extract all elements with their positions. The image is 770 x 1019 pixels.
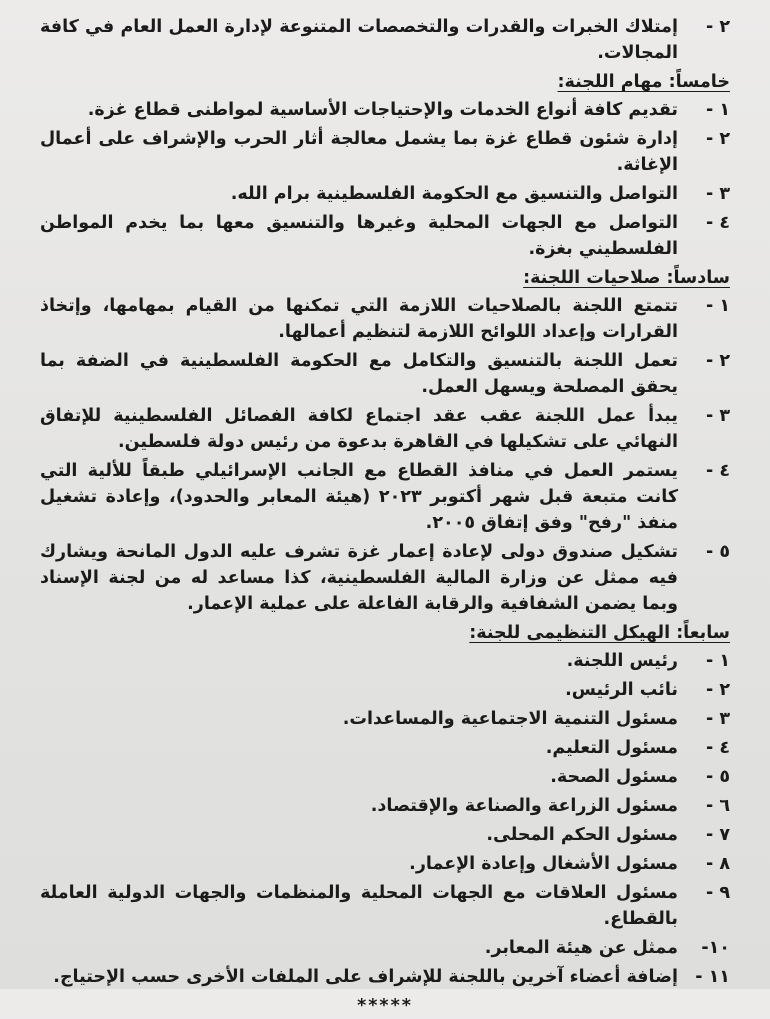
list-item — [40, 764, 730, 790]
list-item — [40, 97, 730, 123]
list-item — [40, 677, 730, 703]
item-text: إدارة شئون قطاع غزة بما يشمل معالجة أثار الحرب والإشراف على أعمال الإغاثة. — [40, 129, 678, 175]
item-number: ٤ - — [705, 461, 730, 481]
item-text: إضافة أعضاء آخرين باللجنة للإشراف على الملفات الأخرى حسب الإحتياج. — [53, 967, 678, 987]
item-text: مسئول التعليم. — [545, 738, 678, 758]
item-number: ٩ - — [705, 883, 730, 903]
list-item — [40, 964, 730, 990]
section-heading-powers: سادساً: صلاحيات اللجنة: — [523, 268, 730, 288]
item-number: ٦ - — [705, 796, 730, 816]
item-text: إمتلاك الخبرات والقدرات والتخصصات المتنوعة لإدارة العمل العام في كافة المجالات. — [40, 17, 678, 63]
list-item — [40, 706, 730, 732]
item-number: ٤ - — [705, 213, 730, 233]
end-marker: ***** — [357, 996, 413, 1016]
item-text: يبدأ عمل اللجنة عقب عقد اجتماع لكافة الفصائل الفلسطينية للإتفاق النهائي على تشكيلها في القاهرة بدعوة من رئيس دولة فلسطين. — [40, 406, 678, 452]
list-item — [40, 822, 730, 848]
item-text: مسئول العلاقات مع الجهات المحلية والمنظمات والجهات الدولية العاملة بالقطاع. — [40, 883, 678, 929]
item-number: ٨ - — [705, 854, 730, 874]
list-item — [40, 181, 730, 207]
item-number: ٣ - — [705, 184, 730, 204]
item-text: نائب الرئيس. — [565, 680, 678, 700]
item-text: مسئول الأشغال وإعادة الإعمار. — [409, 854, 678, 874]
item-text: يستمر العمل في منافذ القطاع مع الجانب الإسرائيلي طبقاً للألية التي كانت متبعة قبل شهر أكتوبر ٢٠٢٣ (هيئة المعابر والحدود)، وإعادة تشغيل منفذ "رفح" وفق إتفاق ٢٠٠٥. — [40, 461, 678, 533]
list-item — [40, 935, 730, 961]
list-item — [40, 126, 730, 178]
item-number: ٢ - — [705, 351, 730, 371]
item-number: ١٠- — [701, 938, 730, 958]
item-text: مسئول الصحة. — [550, 767, 678, 787]
list-item — [40, 539, 730, 617]
item-number: ٣ - — [705, 709, 730, 729]
item-text: تتمتع اللجنة بالصلاحيات اللازمة التي تمكنها من القيام بمهامها، وإتخاذ القرارات وإعداد اللوائح اللازمة لتنظيم أعمالها. — [40, 296, 678, 342]
item-text: تقديم كافة أنواع الخدمات والإحتياجات الأساسية لمواطنى قطاع غزة. — [87, 100, 678, 120]
item-number: ٥ - — [705, 767, 730, 787]
section-heading-tasks: خامساً: مهام اللجنة: — [557, 72, 730, 92]
item-number: ١ - — [705, 100, 730, 120]
list-item — [40, 293, 730, 345]
list-item — [40, 880, 730, 932]
list-item — [40, 403, 730, 455]
item-number: ١ - — [705, 296, 730, 316]
item-text: التواصل والتنسيق مع الحكومة الفلسطينية برام الله. — [230, 184, 678, 204]
list-item — [40, 793, 730, 819]
item-number: ٧ - — [705, 825, 730, 845]
item-number: ٢ - — [705, 680, 730, 700]
section-heading-structure: سابعاً: الهيكل التنظيمى للجنة: — [469, 623, 730, 643]
list-item — [40, 851, 730, 877]
item-number: ١ - — [705, 651, 730, 671]
list-item — [40, 458, 730, 536]
item-text: مسئول الحكم المحلى. — [486, 825, 678, 845]
item-number: ٢ - — [705, 17, 730, 37]
list-item — [40, 648, 730, 674]
item-text: رئيس اللجنة. — [566, 651, 678, 671]
list-item — [40, 348, 730, 400]
list-item — [40, 14, 730, 66]
item-number: ٣ - — [705, 406, 730, 426]
item-number: ٢ - — [705, 129, 730, 149]
item-text: تعمل اللجنة بالتنسيق والتكامل مع الحكومة الفلسطينية في الضفة بما يحقق المصلحة ويسهل العمل. — [40, 351, 678, 397]
item-number: ١١ - — [695, 967, 730, 987]
list-item — [40, 210, 730, 262]
list-item — [40, 735, 730, 761]
item-text: التواصل مع الجهات المحلية وغيرها والتنسيق معها بما يخدم المواطن الفلسطيني بغزة. — [40, 213, 678, 259]
item-text: تشكيل صندوق دولى لإعادة إعمار غزة تشرف عليه الدول المانحة ويشارك فيه ممثل عن وزارة المالية الفلسطينية، كذا مساعد له من لجنة الإسناد وبما يضمن الشفافية والرقابة الفاعلة على عملية الإعمار. — [40, 542, 678, 614]
item-number: ٥ - — [705, 542, 730, 562]
item-text: مسئول التنمية الاجتماعية والمساعدات. — [342, 709, 678, 729]
item-text: ممثل عن هيئة المعابر. — [484, 938, 678, 958]
item-number: ٤ - — [705, 738, 730, 758]
item-text: مسئول الزراعة والصناعة والإقتصاد. — [370, 796, 678, 816]
